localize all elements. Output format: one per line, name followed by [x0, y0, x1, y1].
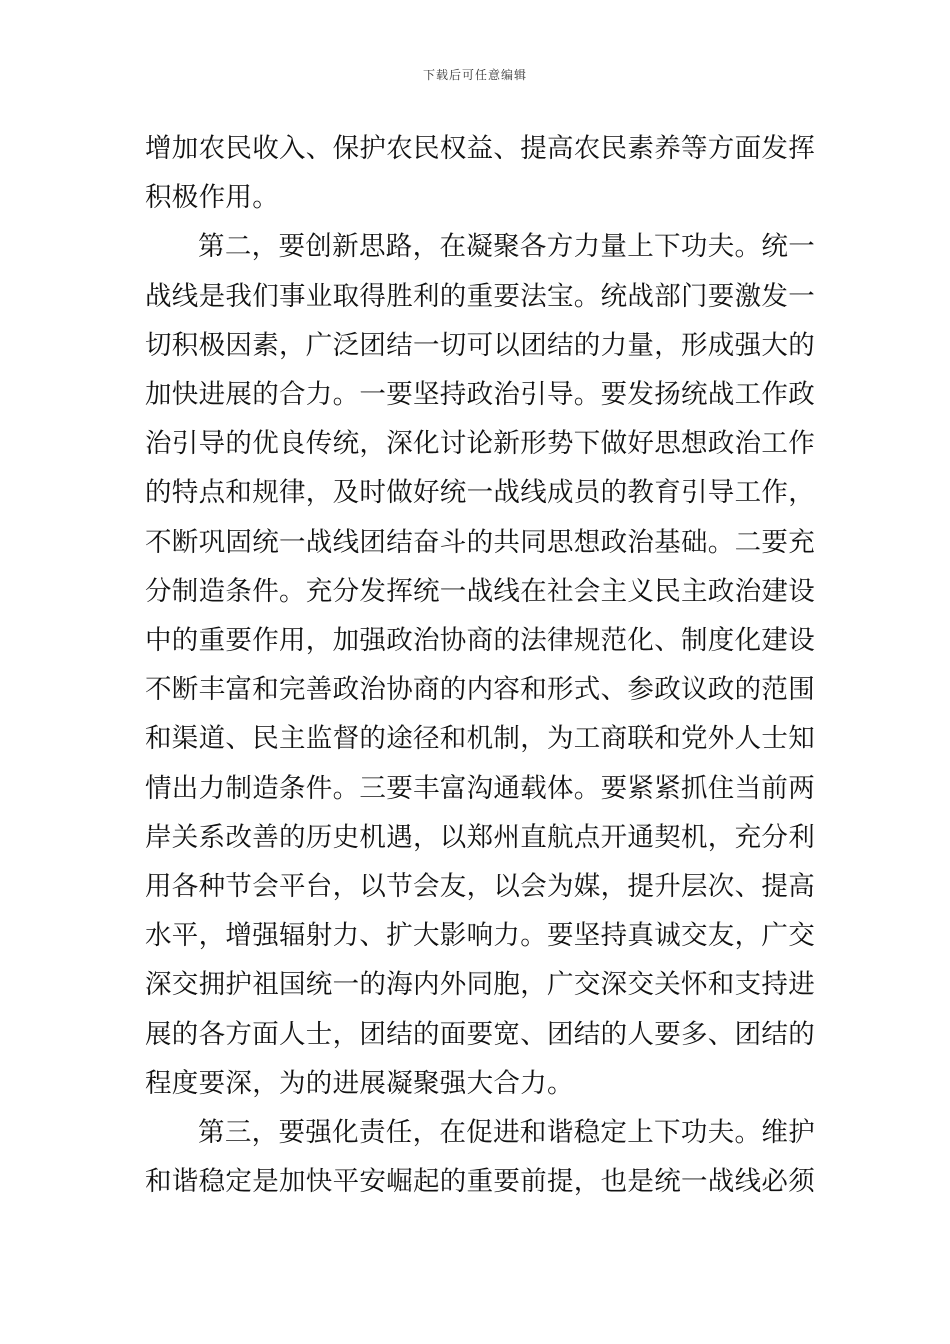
page-header-note: 下载后可任意编辑 — [422, 68, 527, 82]
paragraph-3: 第三，要强化责任，在促进和谐稳定上下功夫。维护和谐稳定是加快平安崛起的重要前提，也是统一战线必须 — [145, 1117, 815, 1198]
paragraph-2: 第二，要创新思路，在凝聚各方力量上下功夫。统一战线是我们事业取得胜利的重要法宝。统战部门要激发一切积极因素，广泛团结一切可以团结的力量，形成强大的加快进展的合力。一要坚持政治引导。要发扬统战工作政治引导的优良传统，深化讨论新形势下做好思想政治工作的特点和规律，及时做好统一战线成员的教育引导工作，不断巩固统一战线团结奋斗的共同思想政治基础。二要充分制造条件。充分发挥统一战线在社会主义民主政治建设中的重要作用，加强政治协商的法律规范化、制度化建设不断丰富和完善政治协商的内容和形式、参政议政的范围和渠道、民主监督的途径和机制，为工商联和党外人士知情出力制造条件。三要丰富沟通载体。要紧紧抓住当前两岸关系改善的历史机遇，以郑州直航点开通契机，充分利用各种节会平台，以节会友，以会为媒，提升层次、提高水平，增强辐射力、扩大影响力。要坚持真诚交友，广交深交拥护祖国统一的海内外同胞，广交深交关怀和支持进展的各方面人士，团结的面要宽、团结的人要多、团结的程度要深，为的进展凝聚强大合力。 — [145, 231, 815, 1099]
document-body — [145, 124, 815, 1206]
paragraph-1: 增加农民收入、保护农民权益、提高农民素养等方面发挥积极作用。 — [145, 133, 815, 214]
